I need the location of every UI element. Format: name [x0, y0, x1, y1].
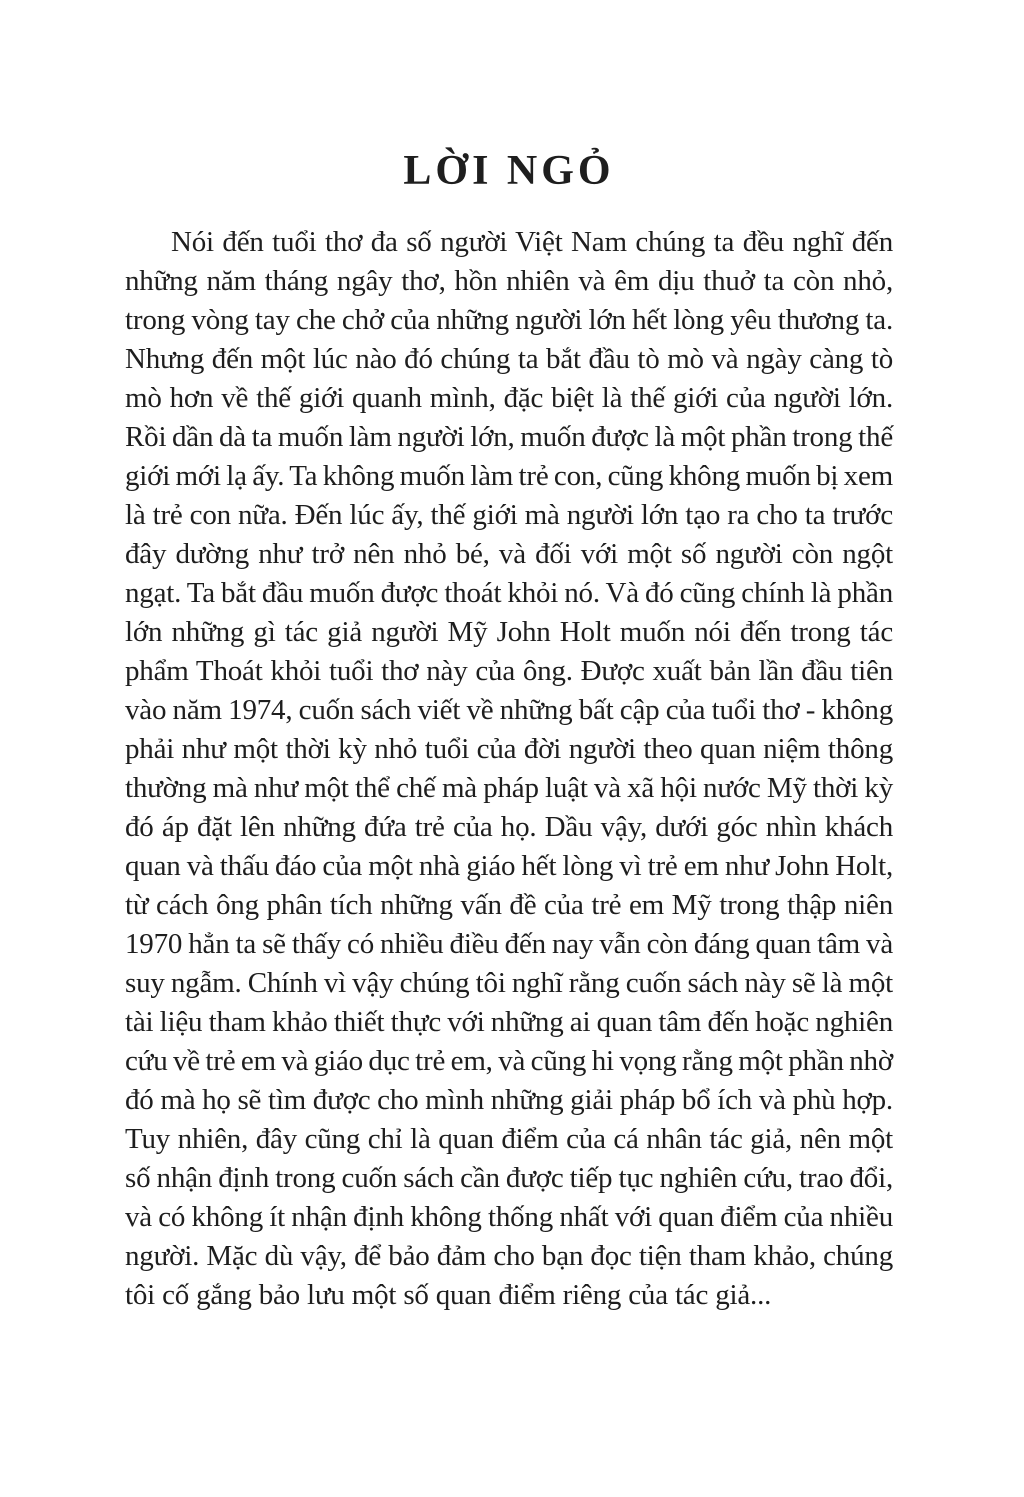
text-line: vào năm 1974, cuốn sách viết về những bất cập của tuổi thơ - không — [125, 694, 893, 726]
text-line: suy ngẫm. Chính vì vậy chúng tôi nghĩ rằng cuốn sách này sẽ là một — [125, 967, 893, 999]
text-line: Nhưng đến một lúc nào đó chúng ta bắt đầu tò mò và ngày càng tò — [125, 343, 893, 375]
text-line: Nói đến tuổi thơ đa số người Việt Nam chúng ta đều nghĩ đến — [171, 226, 893, 258]
foreword-paragraph — [125, 223, 893, 1315]
text-line: và có không ít nhận định không thống nhất với quan điểm của nhiều — [125, 1201, 893, 1233]
text-line: 1970 hẳn ta sẽ thấy có nhiều điều đến nay vẫn còn đáng quan tâm và — [125, 928, 893, 960]
text-line: mò hơn về thế giới quanh mình, đặc biệt là thế giới của người lớn. — [125, 382, 893, 414]
text-line: phải như một thời kỳ nhỏ tuổi của đời người theo quan niệm thông — [125, 733, 893, 765]
page-title: LỜI NGỎ — [403, 148, 615, 194]
text-line: tôi cố gắng bảo lưu một số quan điểm riêng của tác giả... — [125, 1279, 772, 1311]
text-line: trong vòng tay che chở của những người lớn hết lòng yêu thương ta. — [125, 304, 893, 336]
text-line: giới mới lạ ấy. Ta không muốn làm trẻ con, cũng không muốn bị xem — [125, 460, 893, 492]
text-line: thường mà như một thể chế mà pháp luật và xã hội nước Mỹ thời kỳ — [125, 772, 893, 804]
text-line: đó mà họ sẽ tìm được cho mình những giải pháp bổ ích và phù hợp. — [125, 1084, 893, 1116]
text-line: từ cách ông phân tích những vấn đề của trẻ em Mỹ trong thập niên — [125, 889, 893, 921]
text-line: Tuy nhiên, đây cũng chỉ là quan điểm của cá nhân tác giả, nên một — [125, 1123, 893, 1155]
text-line: quan và thấu đáo của một nhà giáo hết lòng vì trẻ em như John Holt, — [125, 850, 893, 882]
text-line: lớn những gì tác giả người Mỹ John Holt muốn nói đến trong tác — [125, 616, 893, 648]
text-line: những năm tháng ngây thơ, hồn nhiên và êm dịu thuở ta còn nhỏ, — [125, 265, 893, 297]
text-line: cứu về trẻ em và giáo dục trẻ em, và cũng hi vọng rằng một phần nhờ — [125, 1045, 893, 1077]
text-line: số nhận định trong cuốn sách cần được tiếp tục nghiên cứu, trao đổi, — [125, 1162, 893, 1194]
text-line: là trẻ con nữa. Đến lúc ấy, thế giới mà người lớn tạo ra cho ta trước — [125, 499, 893, 531]
text-line: phẩm Thoát khỏi tuổi thơ này của ông. Được xuất bản lần đầu tiên — [125, 655, 893, 687]
text-line: đó áp đặt lên những đứa trẻ của họ. Dầu vậy, dưới góc nhìn khách — [125, 811, 893, 843]
text-line: tài liệu tham khảo thiết thực với những ai quan tâm đến hoặc nghiên — [125, 1006, 893, 1038]
text-line: người. Mặc dù vậy, để bảo đảm cho bạn đọc tiện tham khảo, chúng — [125, 1240, 893, 1272]
text-line: ngạt. Ta bắt đầu muốn được thoát khỏi nó. Và đó cũng chính là phần — [125, 577, 893, 609]
text-line: đây dường như trở nên nhỏ bé, và đối với một số người còn ngột — [125, 538, 893, 570]
text-line: Rồi dần dà ta muốn làm người lớn, muốn được là một phần trong thế — [125, 421, 893, 453]
